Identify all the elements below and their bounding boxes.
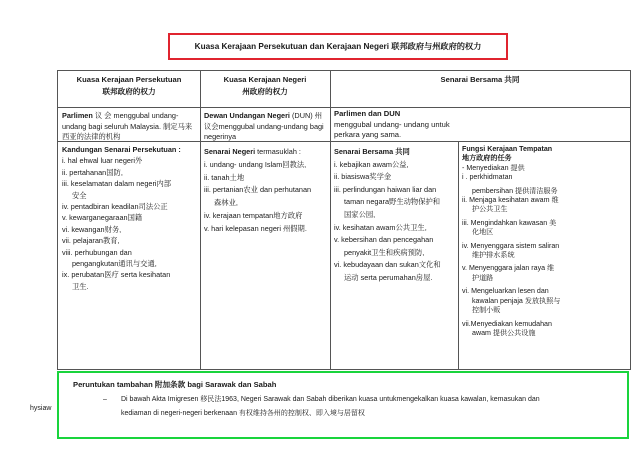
federal-list: Kandungan Senarai Persekutuan : i. hal ehwal luar negeri外 ii. pertahanan国防, iii. keselamatan dalam negeri内部 安全 iv. pentadbiran keadilan司法公正 v. kewarganegaraan国籍 vi. kewangan财务, vii. pelajaran教育, viii. perhubungan dan pengangkutan通讯与交通, ix. perubatan医疗 serta kesihatan 卫生. — [62, 145, 181, 291]
header-federal: Kuasa Kerajaan Persekutuan 联邦政府的权力 — [76, 75, 182, 96]
dun-cell: Dewan Undangan Negeri (DUN) 州议会menggubal undang-undang bagi negerinya — [204, 111, 324, 141]
state-list: Senarai Negeri termasuklah : i. undang- undang Islam回教法, ii. tanah土地 iii. pertanian农业 dan perhutanan 森林业, iv. kerajaan tempatan地方政府 v. hari kelepasan negeri 州假期. — [204, 147, 312, 233]
note-line-1: Di bawah Akta Imigresen 移民法1963, Negeri Sarawak dan Sabah diberikan kuasa untukmengekalkan kuasa kawalan, kemasukan dan — [121, 396, 540, 403]
note-title: Peruntukan tambahan 附加条款 bagi Sarawak dan Sabah — [73, 380, 277, 389]
concurrent-list: Senarai Bersama 共同 i. kebajikan awam公益, ii. biasiswa奖学金 iii. perlindungan haiwan liar dan taman negara野生动物保护和 国家公园, iv. kesihatan awam公共卫生, v. kebersihan dan pencegahan penyakit卫生和疾病预防, vi. kebudayaan dan sukan文化和 运动 serta perumahan房屋. — [334, 147, 441, 282]
page-title: Kuasa Kerajaan Persekutuan dan Kerajaan Negeri 联邦政府与州政府的权力 — [168, 33, 508, 60]
parlimen-dun-cell: Parlimen dan DUN menggubal undang- undang untuk perkara yang sama. — [334, 109, 450, 139]
sarawak-sabah-note — [57, 371, 629, 439]
header-state: Kuasa Kerajaan Negeri 州政府的权力 — [223, 75, 307, 96]
header-concurrent: Senarai Bersama 共同 — [440, 75, 520, 84]
parlimen-cell: Parlimen 议 会 menggubal undang-undang bagi seluruh Malaysia. 制定马来西亚的法律的机构 — [62, 111, 193, 141]
local-government-list: Fungsi Kerajaan Tempatan 地方政府的任务 - Menyediakan 提供 i . perkhidmatan pembersihan 提供清洁服务 ii. Menjaga kesihatan awam 维 护公共卫生 iii. Mengindahkan kawasan 美 化地区 iv. Menyenggara sistem saliran 维护排水系统 v. Menyenggara jalan raya 维 护道路 vi. Mengeluarkan lesen dan kawalan penjaja 发放执照与 控制小贩 vii.Menyediakan kemudahan awam 提供公共设施 — [462, 145, 561, 337]
cropped-text-fragment: hysiaw — [30, 405, 52, 412]
note-bullet: – — [103, 396, 107, 403]
note-line-2: kediaman di negeri-negeri berkenaan 有权维持各州的控制权、即入境与居留权 — [121, 410, 365, 417]
powers-table — [57, 70, 631, 370]
